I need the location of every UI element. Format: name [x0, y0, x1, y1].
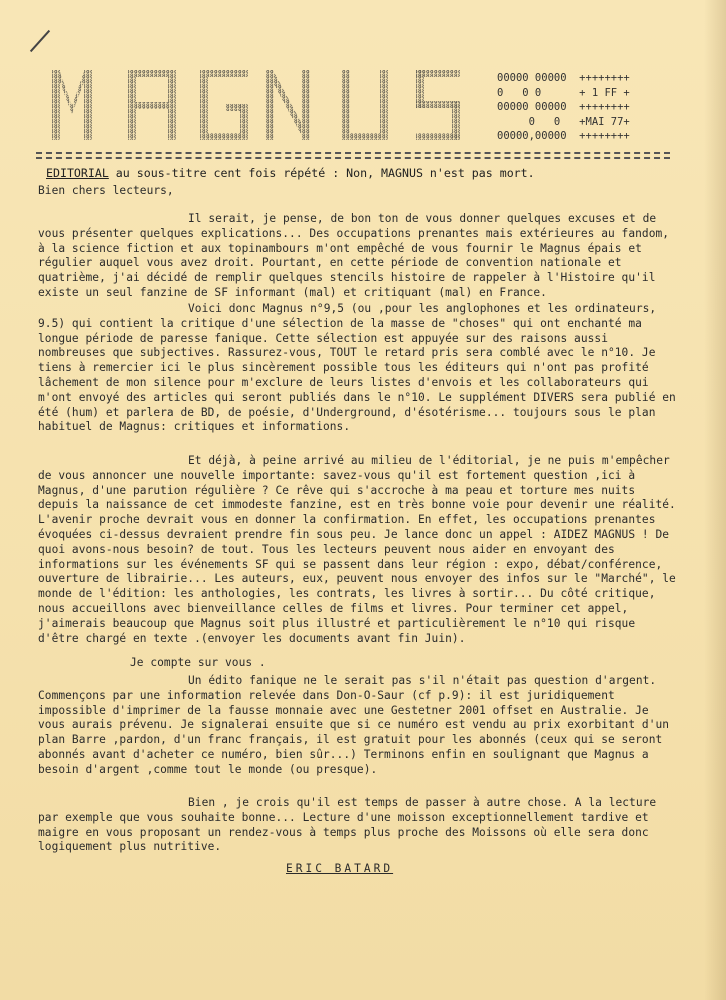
masthead-title [50, 68, 480, 142]
header-rule-top [36, 152, 670, 154]
editorial-body-5 [38, 674, 678, 778]
paragraph-issue-contents: Voici donc Magnus n°9,5 (ou ,pour les anglophones et les ordinateurs, 9.5) qui contient la critique d'une sélection de la masse de "choses" qui ont enchanté ma longue période de paresse fanique. Cette sélection est appuyée sur des raisons aussi nombreuses que subjectives. Rassurez-vous, TOUT le retard pris sera comblé avec le n°10. Je tiens à remercier ici le plus sincèrement possible tous les éditeurs qui n'ont pas profité lâchement de mon silence pour m'exclure de leurs listes d'envois et les collaborateurs qui m'ont envoyé des articles qui seront publiés dans le n°10. Le supplément DIVERS sera publié en été (hum) et parlera de BD, de poésie, d'Underground, d'ésotérisme... toujours sous le plan habituel de Magnus: critiques et informations. [38, 302, 676, 434]
paragraph-appeal: Et déjà, à peine arrivé au milieu de l'éditorial, je ne puis m'empêcher de vous annoncer une nouvelle importante: savez-vous qu'il est fortement question ,ici à Magnus, d'une parution régulière ? Ce rêve qui s'accroche à ma peau et torture mes nuits depuis la naissance de cet immodeste fanzine, est en très bonne voie pour devenir une réalité. L'avenir proche devrait vous en donner la confirmation. En effet, les occupations prenantes évoquées ci-dessus devraient prendre fin sous peu. Je lance donc un appel : AIDEZ MAGNUS ! De quoi avons-nous besoin? de tout. Tous les lecteurs peuvent nous aider en envoyant des informations sur les événements SF qui se passent dans leur région : expo, débat/conférence, ouverture de librairie... Les auteurs, eux, peuvent nous envoyer des infos sur le "Marché", le monde de l'édition: les anthologies, les contrats, les livres à sortir... Du côté critique, nous accueillons avec bienveillance celles de films et livres. Pour terminer cet appel, j'aimerais beaucoup que Magnus soit plus illustré et particulièrement le n°10 qui risque d'être chargé en texte .(envoyer les documents avant fin Juin). [38, 454, 676, 645]
editorial-body-6 [38, 796, 678, 855]
paragraph-money: Un édito fanique ne le serait pas s'il n'était pas question d'argent. Commençons par une information relevée dans Don-O-Saur (cf p.9): il est juridiquement impossible d'imprimer de la fausse monnaie avec une Gestetner 2001 offset en Australie. Je vous aurais prévenu. Je signalerai ensuite que si ce numéro est vendu au prix exorbitant d'un plan Barre ,pardon, d'un franc français, il est gratuit pour les abonnés (ceux qui se seront abonnés avant d'acheter ce numéro, bien sûr...) Terminons enfin en soulignant que Magnus a besoin d'argent ,comme tout le monde (ou presque). [38, 674, 670, 776]
paragraph-count-on-you: Je compte sur vous . [130, 656, 266, 669]
issue-date-price-block: 00000 00000 ++++++++ 0 0 0 + 1 FF + 00000 00000 ++++++++ 0 0 +MAI 77+ 00000,00000 ++++++++ [497, 72, 630, 143]
greeting: Bien chers lecteurs, [38, 184, 174, 197]
header-rule-bottom [36, 157, 670, 159]
editorial-heading [46, 166, 535, 180]
editorial-body [38, 212, 678, 301]
masthead-typewriter-letters [50, 68, 480, 142]
editorial-heading-rest: au sous-titre cent fois répété : Non, MAGNUS n'est pas mort. [108, 166, 535, 180]
paragraph-closing: Bien , je crois qu'il est temps de passer à autre chose. A la lecture par exemple que vous souhaite bonne... Lecture d'une moisson exceptionnellement tardive et maigre en vous proposant un rendez-vous à temps plus proche des Moissons où elle sera donc logiquement plus nutritive. [38, 796, 657, 854]
paper-edge-shadow [704, 0, 726, 1000]
paragraph-excuses: Il serait, je pense, de bon ton de vous donner quelques excuses et de vous présenter quelques explications... Des occupations prenantes mais extérieures au fandom, à la science fiction et aux topinambours m'ont empêché de vous fournir le Magnus épais et régulier auquel vous avez droit. Pourtant, en cette période de convention nationale et quatrième, j'ai décidé de remplir quelques stencils histoire de rappeler à l'Histoire qu'il existe un seul fanzine de SF informant (mal) et critiquant (mal) en France. [38, 212, 670, 299]
author-signature: ERIC BATARD [286, 862, 394, 875]
editorial-body-3 [38, 454, 678, 646]
editorial-body-2 [38, 302, 678, 435]
editorial-heading-label: EDITORIAL [46, 166, 109, 180]
